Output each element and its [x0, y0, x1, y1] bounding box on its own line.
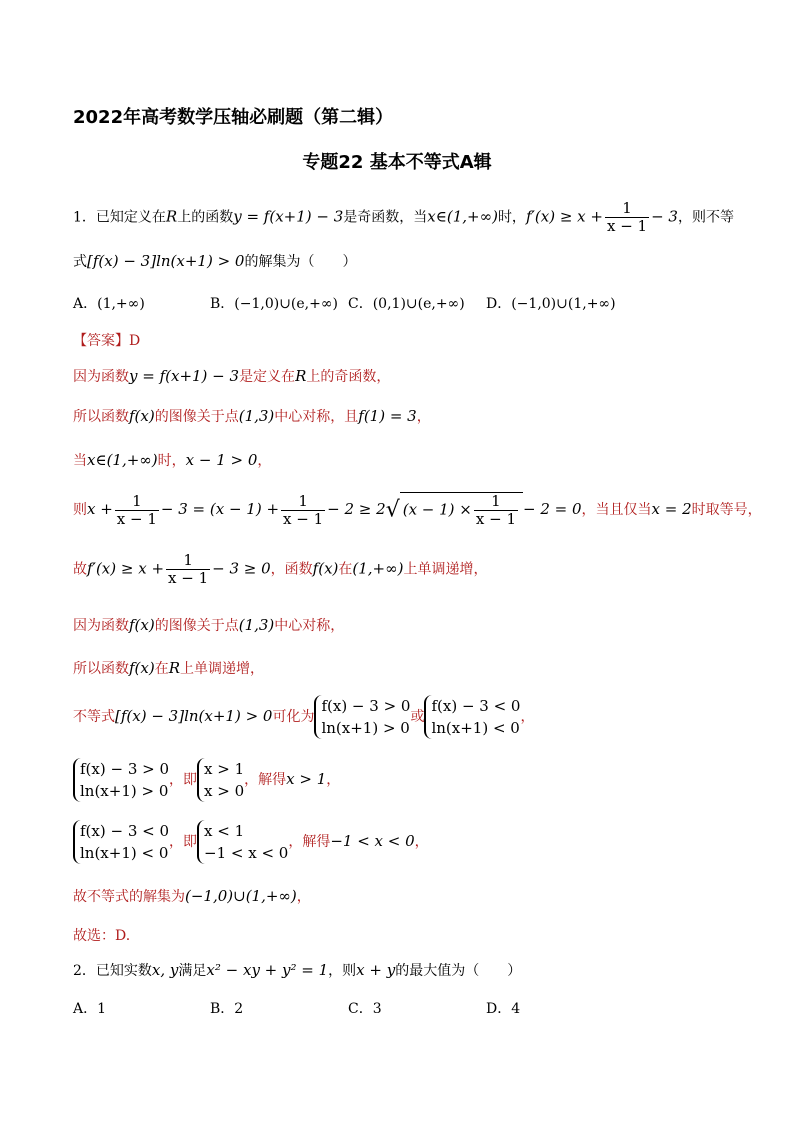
answer-label: 【答案】D [73, 333, 141, 349]
sqrt-icon: √ [385, 497, 400, 523]
q1-line2: 式[f(x) − 3]ln(x+1) > 0的解集为（ ） [73, 252, 357, 270]
sqrt-body: (x − 1) × $\frac{1}{x - 1}$ [400, 492, 523, 528]
option-b[interactable]: B．2 [210, 1001, 244, 1017]
sol-line2: 所以函数f(x)的图像关于点(1,3)中心对称，且f(1) = 3， [73, 407, 431, 425]
sol-line10: f(x) − 3 < 0 ln(x+1) < 0 ，即 x < 1 −1 < x < 0 ，解得−1 < x < 0， [73, 820, 429, 864]
option-b[interactable]: B．(−1,0)∪(e,+∞) [210, 296, 338, 312]
system-brace: f(x) − 3 > 0 ln(x+1) > 0 [314, 695, 410, 739]
option-d[interactable]: D．(−1,0)∪(1,+∞) [486, 296, 616, 312]
page-title: 2022年高考数学压轴必刷题（第二辑） [73, 107, 394, 128]
q2-options [0, 998, 794, 1018]
option-c[interactable]: C．(0,1)∪(e,+∞) [348, 296, 465, 312]
sol-line8: 不等式[f(x) − 3]ln(x+1) > 0可化为 f(x) − 3 > 0 ln(x+1) > 0 或 f(x) − 3 < 0 ln(x+1) < 0 ， [73, 697, 535, 737]
section-subtitle: 专题22 基本不等式A辑 [302, 152, 492, 173]
system-brace: x < 1 −1 < x < 0 [197, 820, 288, 864]
q1-options [0, 293, 794, 313]
system-brace: f(x) − 3 < 0 ln(x+1) < 0 [424, 695, 520, 739]
sol-line4: 则x + $\frac{1}{x - 1}$ − 3 = (x − 1) + $\frac{1}{x - 1}$ − 2 ≥ 2√ (x − 1) × $\frac{1}{x - 1}$ − 2 = 0，当且仅当x = 2时取等号， [73, 491, 762, 528]
sol-line12: 故选：D. [73, 928, 131, 944]
option-a[interactable]: A．1 [73, 1001, 107, 1017]
q1-line1: 1．已知定义在R上的函数y = f(x+1) − 3是奇函数，当x∈(1,+∞)时，f′(x) ≥ x + $\frac{1}{x - 1}$ − 3，则不等 [73, 199, 734, 235]
system-brace: f(x) − 3 < 0 ln(x+1) < 0 [73, 820, 169, 864]
option-c[interactable]: C．3 [348, 1001, 382, 1017]
sol-line9: f(x) − 3 > 0 ln(x+1) > 0 ，即 x > 1 x > 0 ，解得x > 1， [73, 758, 340, 802]
option-d[interactable]: D．4 [486, 1001, 521, 1017]
system-brace: f(x) − 3 > 0 ln(x+1) > 0 [73, 758, 169, 802]
sol-line5: 故f′(x) ≥ x + $\frac{1}{x - 1}$ − 3 ≥ 0，函数f(x)在(1,+∞)上单调递增， [73, 551, 488, 587]
system-brace: x > 1 x > 0 [197, 758, 244, 802]
sol-line7: 所以函数f(x)在R上单调递增， [73, 659, 265, 677]
option-a[interactable]: A．(1,+∞) [73, 296, 145, 312]
q2-line1: 2．已知实数x, y满足x² − xy + y² = 1，则x + y的最大值为（ ） [73, 961, 522, 979]
fraction: $\frac{1}{x - 1}$ [606, 199, 648, 235]
sol-line3: 当x∈(1,+∞)时，x − 1 > 0， [73, 451, 272, 469]
sol-line1: 因为函数y = f(x+1) − 3是定义在R上的奇函数， [73, 367, 391, 385]
sol-line6: 因为函数f(x)的图像关于点(1,3)中心对称， [73, 616, 345, 634]
sol-line11: 故不等式的解集为(−1,0)∪(1,+∞)， [73, 887, 311, 905]
